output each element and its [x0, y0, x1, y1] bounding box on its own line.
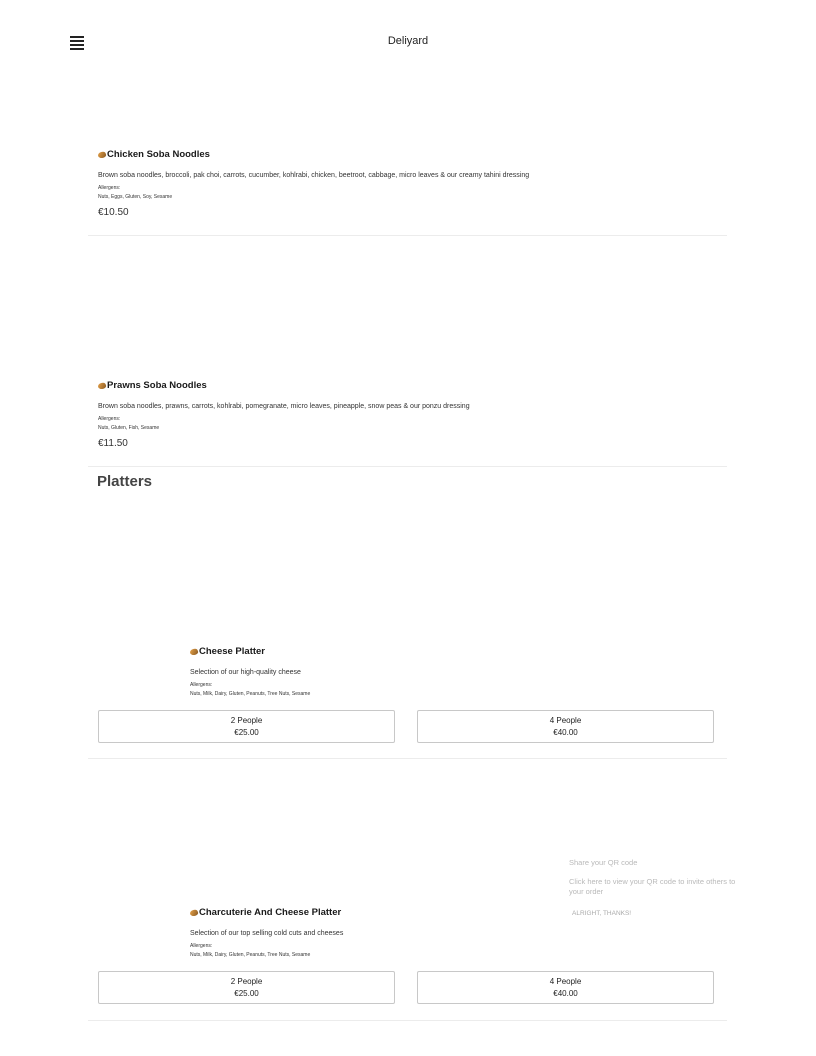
item-price: €10.50: [98, 207, 129, 218]
item-price: €11.50: [98, 438, 128, 449]
section-title: Platters: [97, 473, 153, 490]
allergens-list: Nuts, Eggs, Gluten, Soy, Sesame: [98, 194, 173, 200]
item-title-text: Prawns Soba Noodles: [107, 380, 207, 391]
size-option-button[interactable]: [98, 971, 395, 1004]
allergens-label: Allergens:: [98, 185, 121, 191]
tooltip-title: Share your QR code: [569, 858, 638, 867]
food-item-icon: [189, 908, 199, 916]
size-option-button[interactable]: [98, 710, 395, 743]
item-description: Brown soba noodles, broccoli, pak choi, carrots, cucumber, kohlrabi, chicken, beetroot, cabbage, micro leaves & our creamy tahini dressing: [98, 172, 530, 179]
item-title: [190, 907, 343, 918]
brand-title: Deliyard: [387, 35, 429, 47]
allergens-list: Nuts, Milk, Dairy, Gluten, Peanuts, Tree Nuts, Sesame: [190, 952, 311, 958]
option-label: 2 People: [230, 716, 263, 725]
item-title: [190, 646, 310, 657]
item-title-text: Cheese Platter: [199, 646, 266, 657]
item-title-text: Charcuterie And Cheese Platter: [199, 907, 342, 918]
option-label: 2 People: [230, 977, 263, 986]
food-item-icon: [97, 381, 107, 389]
food-item-icon: [189, 647, 199, 655]
allergens-list: Nuts, Gluten, Fish, Sesame: [98, 425, 160, 431]
menu-item[interactable]: [88, 236, 727, 467]
allergens-label: Allergens:: [190, 943, 213, 949]
item-description: Selection of our high-quality cheese: [190, 669, 301, 676]
tooltip-description[interactable]: Click here to view your QR code to invite others to your order: [569, 877, 736, 896]
app-header: [0, 0, 816, 80]
option-price: €25.00: [234, 989, 259, 998]
option-label: 4 People: [549, 716, 582, 725]
allergens-label: Allergens:: [98, 416, 121, 422]
item-title: [98, 149, 529, 160]
option-price: €40.00: [553, 728, 578, 737]
dismiss-tooltip-button[interactable]: ALRIGHT, THANKS!: [572, 910, 632, 917]
option-price: €40.00: [553, 989, 578, 998]
item-title: [98, 380, 470, 391]
allergens-label: Allergens:: [190, 682, 213, 688]
item-title-text: Chicken Soba Noodles: [107, 149, 210, 160]
size-option-button[interactable]: [417, 710, 714, 743]
option-price: €25.00: [234, 728, 259, 737]
platter-item[interactable]: [88, 497, 727, 759]
food-item-icon: [97, 150, 107, 158]
qr-code-tooltip: [569, 858, 749, 917]
allergens-list: Nuts, Milk, Dairy, Gluten, Peanuts, Tree Nuts, Sesame: [190, 691, 311, 697]
item-description: Brown soba noodles, prawns, carrots, kohlrabi, pomegranate, micro leaves, pineapple, snow peas & our ponzu dressing: [98, 403, 470, 410]
size-option-button[interactable]: [417, 971, 714, 1004]
option-label: 4 People: [549, 977, 582, 986]
menu-item[interactable]: [88, 80, 727, 236]
item-description: Selection of our top selling cold cuts and cheeses: [190, 930, 344, 937]
